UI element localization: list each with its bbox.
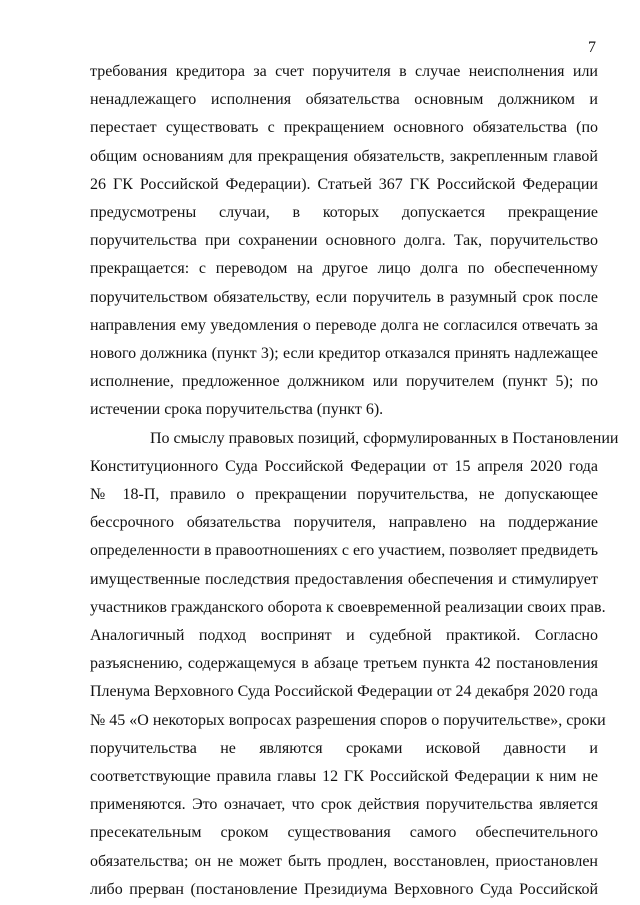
text-line: поручительства не являются сроками исковой давности и xyxy=(90,739,598,757)
text-line: пресекательным сроком существования самого обеспечительного xyxy=(90,824,598,842)
text-line: либо прерван (постановление Президиума Верховного Суда Российской xyxy=(90,880,598,898)
text-line: истечении срока поручительства (пункт 6). xyxy=(90,401,384,419)
text-line: общим основаниям для прекращения обязательств, закрепленным главой xyxy=(90,147,598,165)
text-line: прекращается: с переводом на другое лицо долга по обеспеченному xyxy=(90,260,598,278)
text-line: Аналогичный подход воспринят и судебной практикой. Согласно xyxy=(90,627,598,645)
document-body xyxy=(90,58,619,904)
text-line: № 18-П, правило о прекращении поручительства, не допускающее xyxy=(90,486,598,504)
page-number: 7 xyxy=(588,39,596,56)
text-line: № 45 «О некоторых вопросах разрешения споров о поручительстве», сроки xyxy=(90,711,606,729)
text-line: определенности в правоотношениях с его участием, позволяет предвидеть xyxy=(90,542,599,560)
text-line: По смыслу правовых позиций, сформулированных в Постановлении xyxy=(150,429,619,447)
text-line: Пленума Верховного Суда Российской Федерации от 24 декабря 2020 года xyxy=(90,683,598,701)
text-line: имущественные последствия предоставления обеспечения и стимулирует xyxy=(90,570,598,588)
text-line: обязательства; он не может быть продлен, восстановлен, приостановлен xyxy=(90,852,598,870)
paragraph-surety-termination xyxy=(90,58,598,425)
text-line: участников гражданского оборота к своевременной реализации своих прав. xyxy=(90,598,606,616)
text-line: соответствующие правила главы 12 ГК Российской Федерации к ним не xyxy=(90,768,598,786)
paragraph-legal-positions xyxy=(90,425,619,904)
text-line: нового должника (пункт 3); если кредитор отказался принять надлежащее xyxy=(90,345,598,363)
text-line: разъяснению, содержащемуся в абзаце третьем пункта 42 постановления xyxy=(90,655,598,673)
text-line: ненадлежащего исполнения обязательства основным должником и xyxy=(90,91,598,109)
text-line: направления ему уведомления о переводе долга не согласился отвечать за xyxy=(90,316,598,334)
text-line: перестает существовать с прекращением основного обязательства (по xyxy=(90,119,598,137)
text-line: 26 ГК Российской Федерации). Статьей 367 ГК Российской Федерации xyxy=(90,175,598,193)
text-line: требования кредитора за счет поручителя в случае неисполнения или xyxy=(90,63,598,80)
text-line: исполнение, предложенное должником или поручителем (пункт 5); по xyxy=(90,373,598,391)
text-line: поручительством обязательству, если поручитель в разумный срок после xyxy=(90,288,598,306)
text-line: бессрочного обязательства поручителя, направлено на поддержание xyxy=(90,514,598,532)
text-line: предусмотрены случаи, в которых допускается прекращение xyxy=(90,204,598,222)
text-line: Конституционного Суда Российской Федерации от 15 апреля 2020 года xyxy=(90,457,598,475)
text-line: применяются. Это означает, что срок действия поручительства является xyxy=(90,796,598,814)
text-line: поручительства при сохранении основного долга. Так, поручительство xyxy=(90,232,598,250)
